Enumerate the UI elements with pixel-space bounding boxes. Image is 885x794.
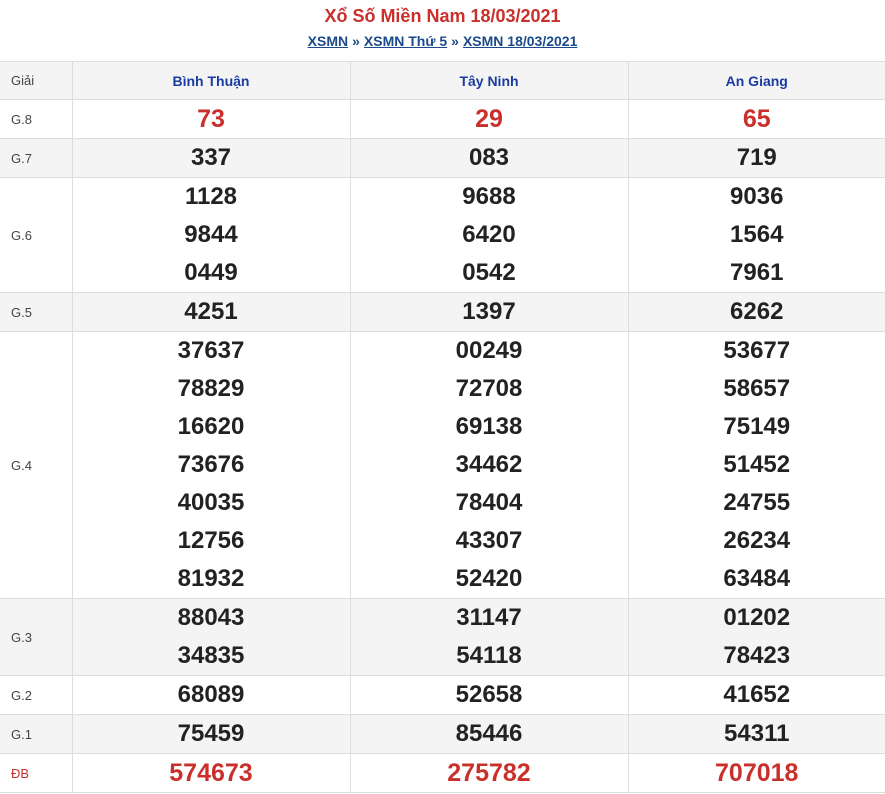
result-cell: [350, 676, 628, 715]
province-header: Bình Thuận: [72, 62, 350, 100]
result-number: 52420: [455, 565, 523, 592]
result-number: 337: [190, 144, 232, 171]
result-number: 31147: [456, 604, 522, 631]
result-cell: [72, 715, 350, 754]
result-number: 54311: [724, 720, 790, 747]
province-header: Tây Ninh: [350, 62, 628, 100]
result-cell: [628, 178, 885, 293]
result-number: 53677: [723, 337, 791, 364]
result-number: 65: [742, 105, 771, 133]
result-number: 78404: [455, 489, 523, 516]
page-header: [0, 0, 885, 61]
result-cell: [72, 676, 350, 715]
result-number: 54118: [456, 642, 522, 669]
result-number: 6262: [730, 298, 784, 325]
result-number: 0449: [184, 259, 238, 286]
result-number: 88043: [177, 604, 245, 631]
result-number: 37637: [177, 337, 245, 364]
prize-label: G.7: [0, 139, 72, 178]
result-number: 73676: [177, 451, 245, 478]
result-number: 0542: [462, 259, 516, 286]
result-number: 85446: [455, 720, 523, 747]
result-cell: [72, 100, 350, 139]
breadcrumb-separator: »: [451, 33, 459, 49]
result-number: 00249: [455, 337, 523, 364]
breadcrumb: [0, 31, 885, 51]
table-row: [0, 293, 885, 332]
result-number: 707018: [715, 759, 799, 787]
table-row: [0, 676, 885, 715]
result-number: 40035: [177, 489, 245, 516]
result-number: 16620: [177, 413, 245, 440]
result-number: 41652: [723, 681, 791, 708]
result-number: 63484: [723, 565, 791, 592]
table-row: [0, 754, 885, 793]
prize-label: G.5: [0, 293, 72, 332]
result-cell: [628, 100, 885, 139]
result-number: 73: [197, 105, 225, 133]
result-cell: [350, 599, 628, 676]
result-number: 01202: [723, 604, 791, 631]
result-cell: [72, 178, 350, 293]
result-cell: [72, 293, 350, 332]
result-number: 719: [736, 144, 777, 171]
table-row: [0, 178, 885, 293]
result-number: 69138: [455, 413, 523, 440]
result-number: 52658: [455, 681, 523, 708]
result-number: 75149: [723, 413, 791, 440]
prize-label: G.1: [0, 715, 72, 754]
results-body: [0, 100, 885, 793]
breadcrumb-link-xsmn-thu-5[interactable]: XSMN Thứ 5: [363, 33, 448, 49]
result-cell: [628, 332, 885, 599]
result-number: 68089: [177, 681, 245, 708]
breadcrumb-link-xsmn[interactable]: XSMN: [307, 33, 349, 49]
prize-label: G.3: [0, 599, 72, 676]
result-cell: [350, 139, 628, 178]
result-cell: [628, 139, 885, 178]
result-number: 7961: [730, 259, 784, 286]
result-cell: [350, 715, 628, 754]
result-number: 12756: [177, 527, 245, 554]
table-row: [0, 139, 885, 178]
result-number: 1397: [462, 298, 516, 325]
result-cell: [72, 754, 350, 793]
result-cell: [628, 715, 885, 754]
result-cell: [628, 676, 885, 715]
result-cell: [72, 139, 350, 178]
result-cell: [350, 754, 628, 793]
result-cell: [350, 100, 628, 139]
result-number: 34835: [177, 642, 245, 669]
table-row: [0, 715, 885, 754]
result-number: 75459: [177, 720, 245, 747]
result-number: 81932: [177, 565, 245, 592]
result-number: 4251: [184, 298, 238, 325]
result-cell: [628, 599, 885, 676]
prize-label: ĐB: [0, 754, 72, 793]
result-cell: [72, 332, 350, 599]
prize-label: G.2: [0, 676, 72, 715]
result-number: 43307: [455, 527, 523, 554]
result-number: 9036: [730, 183, 784, 210]
province-header: An Giang: [628, 62, 885, 100]
result-cell: [350, 293, 628, 332]
page-title: Xổ Số Miền Nam 18/03/2021: [324, 6, 561, 26]
result-number: 78829: [177, 375, 245, 402]
result-number: 58657: [723, 375, 791, 402]
table-header-row: [0, 62, 885, 100]
prize-label: G.8: [0, 100, 72, 139]
result-number: 51452: [723, 451, 791, 478]
result-number: 72708: [455, 375, 523, 402]
result-number: 29: [475, 105, 503, 133]
result-number: 34462: [455, 451, 523, 478]
result-number: 24755: [723, 489, 791, 516]
result-number: 1128: [184, 183, 238, 210]
result-number: 083: [468, 144, 510, 171]
result-cell: [628, 293, 885, 332]
breadcrumb-link-xsmn-date[interactable]: XSMN 18/03/2021: [462, 33, 578, 49]
table-row: [0, 599, 885, 676]
result-number: 26234: [723, 527, 791, 554]
result-cell: [350, 178, 628, 293]
result-cell: [350, 332, 628, 599]
result-number: 1564: [730, 221, 784, 248]
result-number: 275782: [447, 759, 531, 787]
result-number: 9844: [184, 221, 238, 248]
results-table: [0, 61, 885, 793]
result-number: 6420: [462, 221, 516, 248]
result-cell: [628, 754, 885, 793]
result-number: 78423: [723, 642, 791, 669]
table-row: [0, 332, 885, 599]
prize-label: G.6: [0, 178, 72, 293]
result-number: 574673: [169, 759, 253, 787]
breadcrumb-separator: »: [352, 33, 360, 49]
table-row: [0, 100, 885, 139]
prize-label: G.4: [0, 332, 72, 599]
prize-column-header: Giải: [0, 62, 72, 100]
result-cell: [72, 599, 350, 676]
result-number: 9688: [462, 183, 516, 210]
